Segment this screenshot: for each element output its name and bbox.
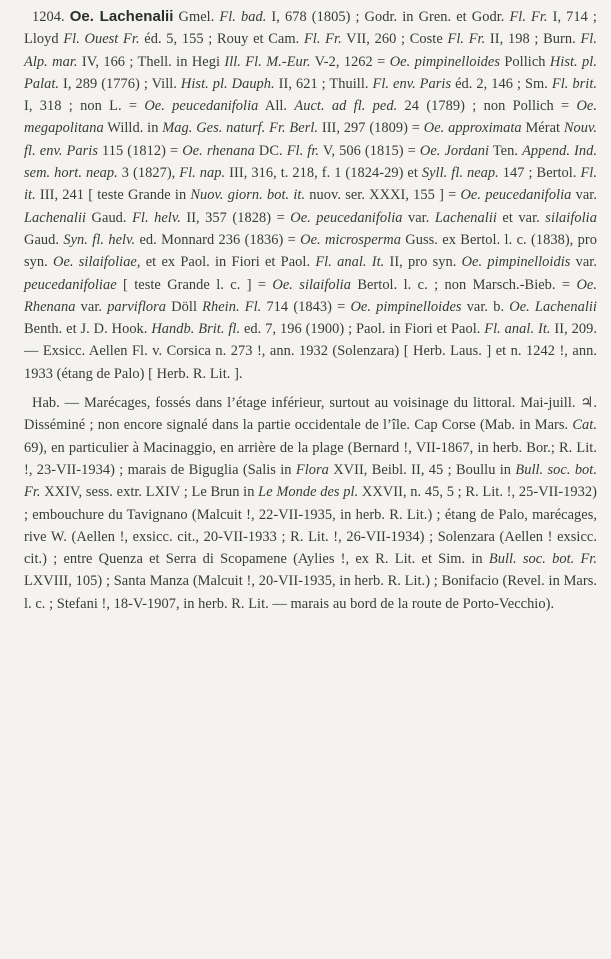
nomenclature-segment-italic: Auct. ad fl. ped. — [294, 98, 398, 115]
habitat-segment: 69), en particulier à Macinaggio, en arrière de la plage (Bernard !, VII-1867, in herb. Bor.; R. Lit. !, 23-VII-1934) ; marais de Biguglia (Salis in — [24, 439, 597, 478]
nomenclature-segment-italic: Fl. Alp. mar. — [24, 31, 597, 70]
nomenclature-segment: VII, 260 ; Coste — [341, 31, 448, 48]
nomenclature-segment: var. — [570, 254, 598, 271]
habitat-segment: XVII, Beibl. II, 45 ; Boullu in — [328, 461, 516, 478]
nomenclature-segment: II, 357 (1828) = — [180, 209, 291, 226]
nomenclature-segment: Mérat — [521, 120, 564, 137]
nomenclature-segment-italic: parviflora — [107, 298, 167, 315]
habitat-segment-italic: Cat. — [572, 417, 597, 434]
nomenclature-segment: 714 (1843) = — [261, 298, 351, 315]
nomenclature-segment: II, pro syn. — [384, 254, 462, 271]
nomenclature-segment-italic: Oe. silaifolia — [272, 276, 351, 293]
nomenclature-segment: Gaud. — [86, 209, 133, 226]
nomenclature-segment-italic: Oe. pimpinelloides — [350, 298, 462, 315]
nomenclature-segment-italic: Fl. env. Paris — [372, 75, 452, 92]
nomenclature-segment-italic: Fl. it. — [24, 165, 597, 204]
nomenclature-segment: Pollich — [500, 53, 550, 70]
nomenclature-segment-italic: Oe. approximata — [423, 120, 522, 137]
nomenclature-segment-italic: Ill. Fl. M.-Eur. — [224, 53, 311, 70]
nomenclature-segment: var. — [75, 298, 108, 315]
nomenclature-segment-italic: Oe. peucedanifolia — [144, 98, 259, 115]
habitat-segment: LXVIII, 105) ; Santa Manza (Malcuit !, 20-VII-1935, in herb. R. Lit.) ; Bonifacio (Revel. in Mars. l. c. ; Stefani !, 18-V-1907, in herb. R. Lit. — marais au bord de la route de Porto-Vecchio). — [24, 573, 597, 612]
nomenclature-segment-italic: Rhein. Fl. — [202, 298, 262, 315]
nomenclature-segment-italic: Oe. pimpinelloides — [389, 53, 501, 70]
nomenclature-segment: et ex Paol. in Fiori et Paol. — [140, 254, 316, 271]
nomenclature-segment-italic: Lachenalii — [24, 209, 87, 226]
nomenclature-segment: Guss. ex Bertol. l. c. (1838), pro syn. — [24, 231, 597, 271]
nomenclature-segment-italic: Append. Ind. sem. hort. neap. — [24, 142, 598, 182]
nomenclature-segment-italic: Fl. helv. — [132, 209, 181, 226]
nomenclature-segment-italic: Fl. brit. — [551, 75, 598, 92]
nomenclature-segment-italic: Fl. Ouest Fr. — [63, 31, 140, 48]
nomenclature-segment: 24 (1789) ; non Pollich = — [397, 98, 577, 115]
nomenclature-segment: 3 (1827), — [117, 165, 180, 182]
nomenclature-segment: var. — [571, 187, 597, 204]
nomenclature-segment: Bertol. l. c. ; non Marsch.-Bieb. = — [350, 276, 577, 293]
nomenclature-segment: Ten. — [489, 142, 523, 159]
nomenclature-segment-italic: Fl. anal. It. — [484, 321, 551, 338]
taxon-name: Oe. Lachenalii — [69, 8, 174, 25]
nomenclature-segment: éd. 2, 146 ; Sm. — [451, 75, 552, 92]
nomenclature-segment: III, 316, t. 218, f. 1 (1824-29) et — [225, 165, 422, 182]
habitat-segment-italic: Bull. soc. bot. Fr. — [24, 461, 598, 501]
nomenclature-segment-italic: Fl. Fr. — [447, 31, 486, 48]
nomenclature-segment: Gaud. — [24, 231, 64, 248]
nomenclature-segment: et var. — [496, 209, 546, 226]
nomenclature-segment: II, 621 ; Thuill. — [274, 75, 373, 92]
nomenclature-segment: var. b. — [461, 298, 510, 315]
nomenclature-segment-italic: Hist. pl. Palat. — [24, 53, 597, 92]
habitat-segment-italic: Flora — [295, 461, 329, 478]
nomenclature-segment-italic: Lachenalii — [434, 209, 497, 226]
nomenclature-text — [24, 9, 597, 382]
nomenclature-segment: III, 241 [ teste Grande in — [35, 187, 191, 204]
habitat-segment: Hab. — Marécages, fossés dans l’étage inférieur, surtout au voisinage du littoral. Mai-juill. ♃. Disséminé ; non encore signalé dans la partie occidentale de l’île. Cap Corse (Mab. in Mars. — [24, 395, 597, 434]
species-entry — [24, 6, 597, 385]
nomenclature-segment: IV, 166 ; Thell. in Hegi — [77, 53, 225, 70]
nomenclature-segment-italic: Oe. Jordani — [419, 142, 490, 159]
nomenclature-segment-italic: Oe. rhenana — [182, 142, 255, 159]
nomenclature-segment: ed. Monnard 236 (1836) = — [135, 231, 301, 248]
nomenclature-segment: III, 297 (1809) = — [318, 120, 424, 137]
nomenclature-segment: nuov. ser. XXXI, 155 ] = — [305, 187, 461, 204]
nomenclature-segment-italic: Oe. peucedanifolia — [290, 209, 403, 226]
nomenclature-segment-italic: Oe. Rhenana — [24, 276, 597, 315]
nomenclature-segment-italic: Nouv. fl. env. Paris — [24, 120, 598, 159]
nomenclature-segment: I, 678 (1805) ; Godr. in Gren. et Godr. — [266, 9, 510, 25]
nomenclature-segment-italic: Nuov. giorn. bot. it. — [190, 187, 306, 204]
habitat-paragraph — [24, 392, 597, 615]
nomenclature-segment-italic: Oe. microsperma — [300, 231, 401, 248]
nomenclature-segment-italic: Hist. pl. Dauph. — [180, 75, 275, 92]
nomenclature-segment-italic: Fl. bad. — [219, 9, 267, 25]
habitat-segment-italic: Bull. soc. bot. Fr. — [488, 551, 598, 568]
nomenclature-segment: [ teste Grande l. c. ] = — [116, 276, 273, 293]
nomenclature-segment-italic: Handb. Brit. fl. — [151, 321, 241, 338]
nomenclature-segment: DC. — [254, 142, 287, 159]
nomenclature-segment: 115 (1812) = — [97, 142, 183, 159]
nomenclature-segment: V, 506 (1815) = — [319, 142, 420, 159]
nomenclature-segment-italic: Oe. silaifoliae, — [53, 254, 141, 271]
entry-number: 1204. — [32, 9, 65, 25]
nomenclature-segment-italic: Fl. fr. — [286, 142, 320, 159]
nomenclature-segment-italic: Fl. Fr. — [303, 31, 342, 48]
nomenclature-segment-italic: peucedanifoliae — [24, 276, 117, 293]
nomenclature-segment: var. — [402, 209, 435, 226]
nomenclature-segment-italic: Syn. fl. helv. — [63, 231, 136, 248]
nomenclature-segment: Gmel. — [173, 9, 220, 25]
nomenclature-segment: 147 ; Bertol. — [498, 165, 581, 182]
nomenclature-segment-italic: Oe. peucedanifolia — [460, 187, 572, 204]
nomenclature-segment-italic: Syll. fl. neap. — [421, 165, 499, 182]
habitat-segment: XXVII, n. 45, 5 ; R. Lit. !, 25-VII-1932) ; embouchure du Tavignano (Malcuit !, 22-VII-1935, in herb. R. Lit.) ; étang de Palo, marécages, rive W. (Aellen !, exsicc. cit., 20-VII-1933 ; R. Lit. !, 26-VII-1934) ; Solenzara (Aellen ! exsicc. cit.) ; entre Quenza et Serra di Scopamene (Aylies !, ex R. Lit. et Sim. in — [24, 484, 597, 568]
nomenclature-segment: All. — [258, 98, 295, 115]
nomenclature-segment-italic: Oe. megapolitana — [24, 98, 598, 137]
nomenclature-segment: I, 289 (1776) ; Vill. — [59, 75, 181, 92]
nomenclature-segment-italic: Fl. nap. — [179, 165, 226, 182]
nomenclature-segment: I, 318 ; non L. = — [24, 98, 145, 115]
nomenclature-segment: Benth. et J. D. Hook. — [24, 321, 152, 338]
nomenclature-segment: II, 198 ; Burn. — [485, 31, 581, 48]
nomenclature-segment: Willd. in — [103, 120, 163, 137]
nomenclature-segment-italic: Oe. pimpinelloidis — [461, 254, 571, 271]
habitat-segment: XXIV, sess. extr. LXIV ; Le Brun in — [40, 484, 259, 501]
nomenclature-segment-italic: Fl. anal. It. — [315, 254, 385, 271]
habitat-segment-italic: Le Monde des pl. — [258, 484, 359, 501]
nomenclature-segment: Döll — [166, 298, 203, 315]
nomenclature-segment: I, 714 ; Lloyd — [24, 9, 597, 48]
nomenclature-segment: éd. 5, 155 ; Rouy et Cam. — [139, 31, 304, 48]
nomenclature-segment: II, 209. — Exsicc. Aellen Fl. v. Corsica n. 273 !, ann. 1932 (Solenzara) [ Herb. Laus. ] et n. 1242 !, ann. 1933 (étang de Palo) [ Herb. R. Lit. ]. — [24, 321, 597, 382]
nomenclature-segment-italic: silaifolia — [545, 209, 597, 226]
nomenclature-segment-italic: Oe. Lachenalii — [509, 298, 597, 315]
nomenclature-segment: ed. 7, 196 (1900) ; Paol. in Fiori et Paol. — [240, 321, 485, 338]
nomenclature-segment-italic: Mag. Ges. naturf. Fr. Berl. — [162, 120, 319, 137]
nomenclature-segment: V-2, 1262 = — [310, 53, 390, 70]
nomenclature-segment-italic: Fl. Fr. — [509, 9, 548, 25]
